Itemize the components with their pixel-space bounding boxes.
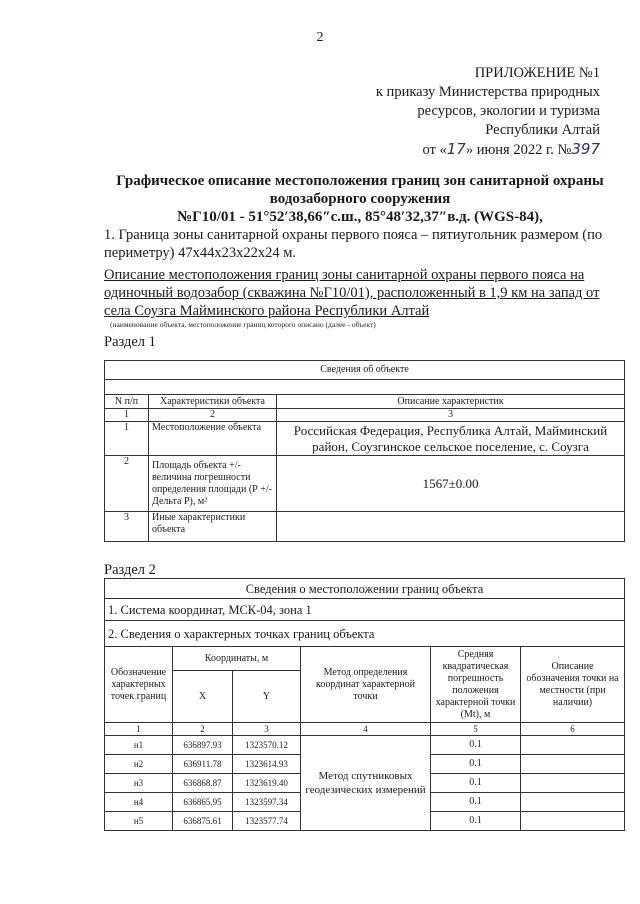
title-line: №Г10/01 - 51°52′38,66″с.ш., 85°48′32,37″в.д. (WGS-84), (177, 209, 543, 225)
point-x: 636865.95 (173, 793, 233, 812)
point-description (521, 755, 625, 774)
point-description (521, 812, 625, 831)
col-header: Y (233, 671, 301, 723)
section2-title: Раздел 2 (104, 562, 156, 578)
appendix-line: ресурсов, экологии и туризма (417, 103, 600, 119)
col-index: 2 (149, 409, 277, 422)
point-description (521, 736, 625, 755)
point-mt: 0.1 (431, 812, 521, 831)
date-prefix: от « (422, 142, 447, 158)
table-row (105, 512, 625, 542)
col-header: Средняя квадратическая погрешность положения характерной точки (Mt), м (431, 647, 521, 723)
page-number: 2 (316, 30, 324, 45)
method-cell: Метод спутниковых геодезических измерений (301, 736, 431, 831)
col-header: X (173, 671, 233, 723)
point-x: 636868.87 (173, 774, 233, 793)
table-row (105, 736, 625, 755)
row-number: 1 (105, 422, 149, 456)
row-description: 1567±0.00 (277, 456, 625, 512)
col-index: 4 (301, 723, 431, 736)
table-header: Сведения о местоположении границ объекта (105, 579, 625, 599)
col-index: 3 (277, 409, 625, 422)
row-description (277, 512, 625, 542)
appendix-title: ПРИЛОЖЕНИЕ №1 (474, 65, 600, 81)
col-index: 2 (173, 723, 233, 736)
point-y: 1323597.34 (233, 793, 301, 812)
table-header: Сведения об объекте (105, 361, 625, 380)
appendix-date (376, 140, 600, 160)
col-header: Описание обозначения точки на местности (при наличии) (521, 647, 625, 723)
point-y: 1323570.12 (233, 736, 301, 755)
col-header: Обозначение характерных точек границ (105, 647, 173, 723)
point-name: н1 (105, 736, 173, 755)
date-middle: » июня 2022 г. № (465, 142, 572, 158)
title-line: водозаборного сооружения (269, 191, 451, 207)
points-title: 2. Сведения о характерных точках границ объекта (105, 621, 625, 647)
point-mt: 0.1 (431, 755, 521, 774)
col-index: 6 (521, 723, 625, 736)
point-mt: 0.1 (431, 774, 521, 793)
row-characteristic: Площадь объекта +/- величина погрешности определения площади (Р +/- Дельта Р), м² (149, 456, 277, 512)
appendix-block (376, 64, 600, 160)
boundary-table (104, 578, 625, 831)
col-index: 3 (233, 723, 301, 736)
point-mt: 0.1 (431, 736, 521, 755)
handwritten-day: 17 (446, 140, 466, 158)
point-name: н4 (105, 793, 173, 812)
point-x: 636897.93 (173, 736, 233, 755)
appendix-line: Республики Алтай (485, 122, 600, 138)
col-header: N п/п (105, 395, 149, 409)
point-name: н5 (105, 812, 173, 831)
point-mt: 0.1 (431, 793, 521, 812)
handwritten-order-number: 397 (571, 140, 600, 158)
description-note: (наименование объекта, местоположение границ которого описано (далее - объект) (110, 320, 376, 329)
object-table (104, 360, 625, 542)
row-number: 3 (105, 512, 149, 542)
table-row (105, 456, 625, 512)
row-description: Российская Федерация, Республика Алтай, Майминский район, Соузгинское сельское поселение, с. Соузга (277, 422, 625, 456)
zone-paragraph: 1. Граница зоны санитарной охраны первого пояса – пятиугольник размером (по периметру) 47x44x23x22x24 м. (104, 227, 603, 261)
point-y: 1323614.93 (233, 755, 301, 774)
point-name: н2 (105, 755, 173, 774)
point-y: 1323619.40 (233, 774, 301, 793)
row-characteristic: Местоположение объекта (149, 422, 277, 456)
title-line: Графическое описание местоположения границ зон санитарной охраны (116, 173, 604, 189)
object-description: Описание местоположения границ зоны санитарной охраны первого пояса на одиночный водозабор (скважина №Г10/01), расположенный в 1,9 км на запад от села Соузга Майминского района Республики Алтай (104, 267, 600, 319)
point-name: н3 (105, 774, 173, 793)
col-index: 1 (105, 723, 173, 736)
col-header: Метод определения координат характерной точки (301, 647, 431, 723)
coordinate-system: 1. Система координат, МСК-04, зона 1 (105, 599, 625, 621)
point-x: 636875.61 (173, 812, 233, 831)
col-index: 5 (431, 723, 521, 736)
document-title (95, 172, 625, 226)
row-characteristic: Иные характеристики объекта (149, 512, 277, 542)
row-number: 2 (105, 456, 149, 512)
point-x: 636911.78 (173, 755, 233, 774)
point-description (521, 793, 625, 812)
col-header: Координаты, м (173, 647, 301, 671)
point-description (521, 774, 625, 793)
section1-title: Раздел 1 (104, 334, 156, 350)
spacer-row (105, 380, 625, 395)
table-row (105, 422, 625, 456)
col-header: Описание характеристик (277, 395, 625, 409)
point-y: 1323577.74 (233, 812, 301, 831)
appendix-line: к приказу Министерства природных (375, 84, 600, 100)
col-index: 1 (105, 409, 149, 422)
col-header: Характеристики объекта (149, 395, 277, 409)
